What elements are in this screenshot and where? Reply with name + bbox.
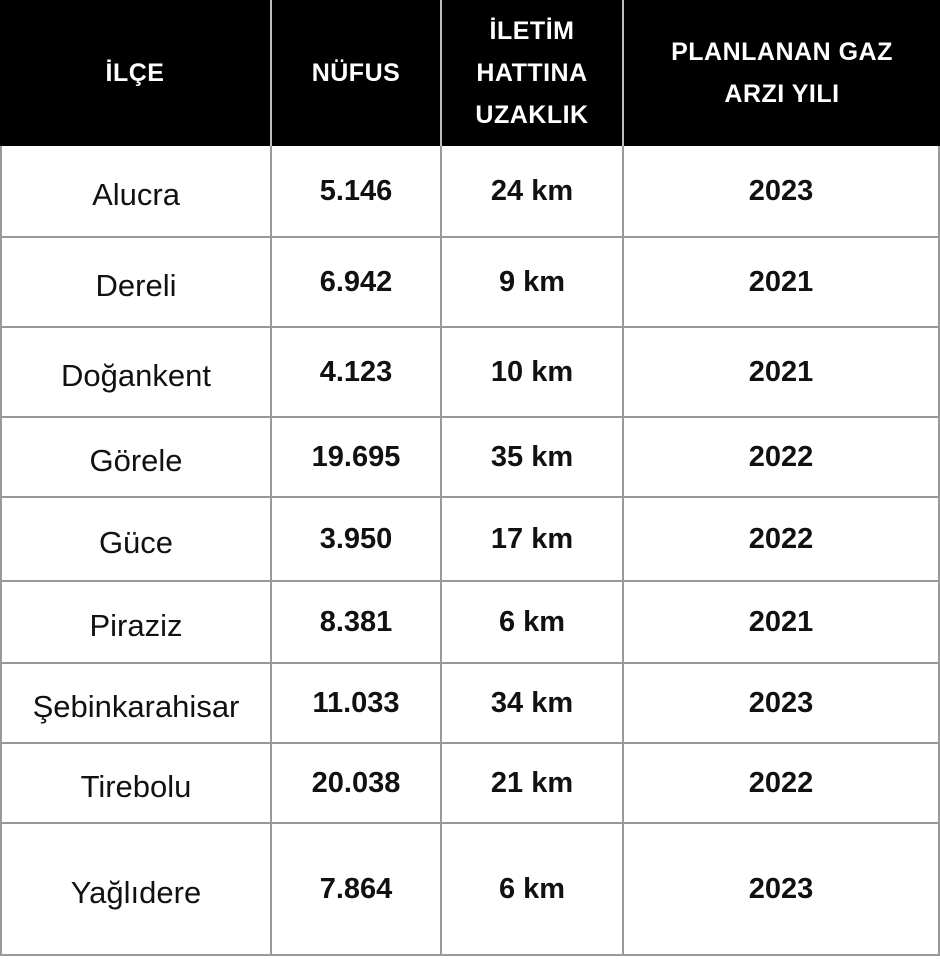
table-row [2, 662, 938, 742]
cell-ilce: Doğankent [2, 328, 272, 416]
header-ilce: İLÇE [0, 0, 272, 146]
cell-uzaklik: 17 km [442, 498, 624, 580]
header-uzaklik: İLETİM HATTINA UZAKLIK [442, 0, 624, 146]
table-header [0, 0, 940, 146]
cell-nufus: 19.695 [272, 418, 442, 496]
header-yil: PLANLANAN GAZ ARZI YILI [671, 38, 893, 108]
cell-uzaklik: 34 km [442, 664, 624, 742]
cell-uzaklik: 24 km [442, 146, 624, 236]
cell-uzaklik: 35 km [442, 418, 624, 496]
cell-nufus: 5.146 [272, 146, 442, 236]
cell-ilce: Güce [2, 498, 272, 580]
cell-uzaklik: 10 km [442, 328, 624, 416]
table-row [2, 236, 938, 326]
header-nufus: NÜFUS [272, 0, 442, 146]
cell-yil: 2021 [748, 355, 814, 388]
cell-yil: 2022 [748, 766, 814, 799]
cell-yil: 2023 [748, 174, 814, 207]
cell-yil: 2021 [748, 265, 814, 298]
cell-ilce: Dereli [2, 238, 272, 326]
table-body [0, 146, 940, 956]
cell-uzaklik: 6 km [442, 824, 624, 954]
cell-ilce: Yağlıdere [2, 824, 272, 954]
cell-nufus: 11.033 [272, 664, 442, 742]
table-row [2, 742, 938, 822]
cell-yil: 2022 [748, 522, 814, 555]
table-row [2, 496, 938, 580]
table-row [2, 146, 938, 236]
cell-ilce: Piraziz [2, 582, 272, 662]
table-row [2, 580, 938, 662]
cell-yil: 2021 [748, 605, 814, 638]
cell-yil: 2023 [748, 686, 814, 719]
table-row [2, 326, 938, 416]
cell-uzaklik: 6 km [442, 582, 624, 662]
cell-nufus: 6.942 [272, 238, 442, 326]
cell-ilce: Alucra [2, 146, 272, 236]
cell-yil: 2022 [748, 440, 814, 473]
cell-nufus: 8.381 [272, 582, 442, 662]
table-row [2, 416, 938, 496]
cell-nufus: 3.950 [272, 498, 442, 580]
cell-ilce: Görele [2, 418, 272, 496]
table-row [2, 822, 938, 954]
cell-nufus: 20.038 [272, 744, 442, 822]
cell-uzaklik: 21 km [442, 744, 624, 822]
cell-uzaklik: 9 km [442, 238, 624, 326]
cell-ilce: Tirebolu [2, 744, 272, 822]
cell-nufus: 7.864 [272, 824, 442, 954]
cell-yil: 2023 [748, 872, 814, 905]
cell-ilce: Şebinkarahisar [2, 664, 272, 742]
cell-nufus: 4.123 [272, 328, 442, 416]
